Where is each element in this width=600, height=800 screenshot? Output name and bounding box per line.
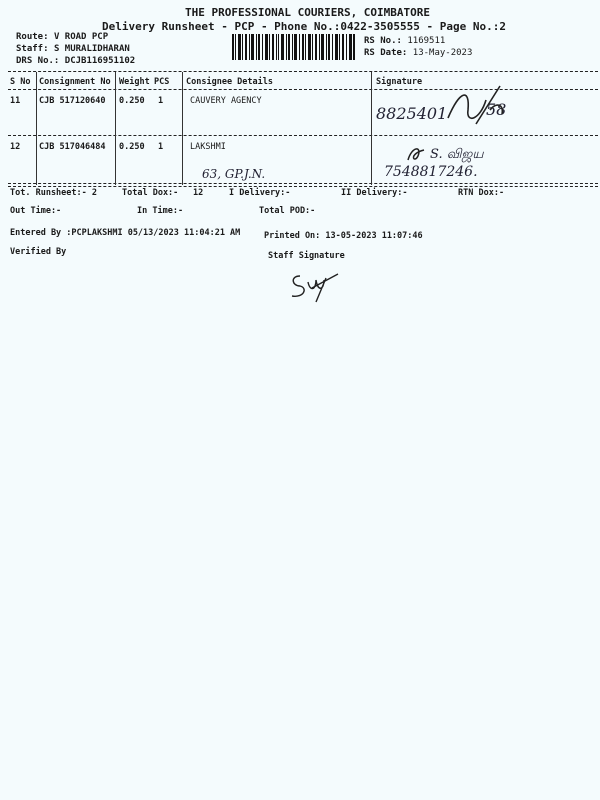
row-11-signature-text: 8825401 [376,104,448,123]
rs-date-value: 13-May-2023 [412,48,473,58]
row-11-consignment: CJB 517120640 [39,96,106,106]
row-12-signature-text: S. விஜய [430,147,484,162]
row-11-consignee: CAUVERY AGENCY [190,96,262,106]
row-12-consignment: CJB 517046484 [39,142,106,152]
rs-no-label: RS No.: [364,36,402,46]
rs-no-value: 1169511 [407,36,446,46]
row-11-signature-scribble [440,80,520,132]
tot-runsheet: Tot. Runsheet:- 2 [10,188,97,198]
header-sno: S No [10,77,31,87]
col-divider [36,72,37,185]
route-value: V ROAD PCP [53,32,109,42]
row-11-sno: 11 [10,96,21,106]
col-divider [371,72,372,185]
row-12-rule [8,183,598,184]
rs-date-row [364,48,472,58]
header-consignee: Consignee Details [186,77,273,87]
header-pcs: PCS [154,77,170,87]
ii-delivery: II Delivery:- [341,188,408,198]
out-time: Out Time:- [10,206,62,216]
header-weight: Weight [119,77,150,87]
row-11-weight: 0.250 [119,96,145,106]
col-divider [182,72,183,185]
staff-row [16,44,130,54]
total-dox-value: 12 [193,188,204,198]
row-12-weight: 0.250 [119,142,145,152]
in-time: In Time:- [137,206,184,216]
staff-value: S MURALIDHARAN [53,44,130,54]
rtn-dox: RTN Dox:- [458,188,505,198]
table-bottom-rule [8,186,598,187]
runsheet-subtitle: Delivery Runsheet - PCP - Phone No.:0422-3505555 - Page No.:2 [102,20,506,33]
total-dox-label: Total Dox:- [122,188,179,198]
row-11-signature-extra: 58 [486,100,507,119]
row-12-consignee-handwritten: 63, GP.J.N. [202,167,266,181]
row-12-pcs: 1 [158,142,164,152]
drs-value: DCJB116951102 [64,56,136,66]
row-12-sno: 12 [10,142,21,152]
row-12-signature-extra: 7548817246. [384,164,478,180]
row-12-consignee: LAKSHMI [190,142,226,152]
entered-by: Entered By :PCPLAKSHMI 05/13/2023 11:04:21 AM [10,228,241,238]
table-top-rule [8,71,598,72]
header-signature: Signature [376,77,423,87]
staff-label: Staff: [16,44,49,54]
staff-signature-label: Staff Signature [268,251,345,261]
barcode-image [232,34,356,60]
rs-date-label: RS Date: [364,48,408,58]
drs-label: DRS No.: [16,56,60,66]
row-11-rule [8,135,598,136]
row-12-signature-mark [404,142,430,166]
i-delivery: I Delivery:- [229,188,291,198]
staff-signature-scribble [286,266,346,306]
col-divider [115,72,116,185]
total-pod: Total POD:- [259,206,316,216]
drs-row [16,56,135,66]
row-11-pcs: 1 [158,96,164,106]
printed-on: Printed On: 13-05-2023 11:07:46 [264,231,423,241]
company-title: THE PROFESSIONAL COURIERS, COIMBATORE [185,6,431,19]
route-label: Route: [16,32,49,42]
route-row [16,32,108,42]
verified-by: Verified By [10,247,67,257]
rs-no-row [364,36,445,46]
header-consignment: Consignment No [39,77,111,87]
